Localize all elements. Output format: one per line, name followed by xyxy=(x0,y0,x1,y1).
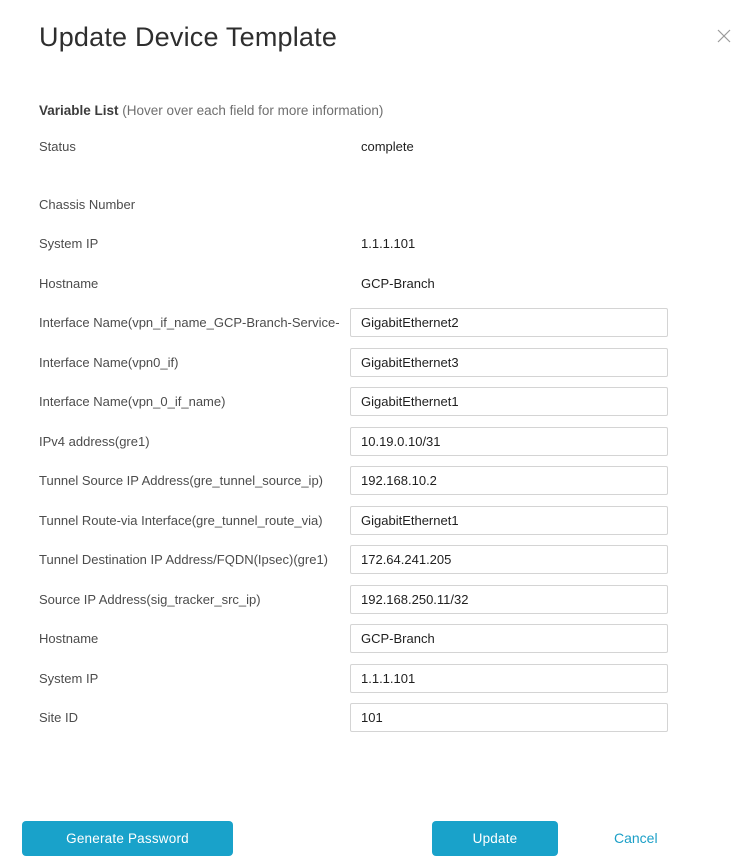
field-input[interactable] xyxy=(350,466,668,495)
field-row xyxy=(39,308,668,337)
field-input[interactable] xyxy=(350,387,668,416)
field-row xyxy=(39,196,668,212)
variable-list-title: Variable List xyxy=(39,103,119,118)
field-input[interactable] xyxy=(350,664,668,693)
close-icon xyxy=(716,28,732,44)
field-label: Tunnel Source IP Address(gre_tunnel_source_ip) xyxy=(39,473,324,488)
variable-list-heading xyxy=(39,103,752,118)
field-label: Hostname xyxy=(39,631,99,646)
field-row xyxy=(39,138,668,154)
field-row xyxy=(39,427,668,456)
field-label: System IP xyxy=(39,670,99,686)
field-label: Status xyxy=(39,138,76,154)
generate-password-button[interactable]: Generate Password xyxy=(22,821,233,856)
page-title: Update Device Template xyxy=(39,22,338,52)
field-input[interactable] xyxy=(350,506,668,535)
field-input[interactable] xyxy=(350,308,668,337)
field-label: Hostname xyxy=(39,275,99,291)
field-row xyxy=(39,664,668,693)
field-label: Interface Name(vpn_0_if_name) xyxy=(39,394,226,409)
field-label: Interface Name(vpn0_if) xyxy=(39,354,179,370)
field-input[interactable] xyxy=(350,427,668,456)
variable-list xyxy=(0,138,752,732)
field-value: 1.1.1.101 xyxy=(361,235,416,251)
field-input[interactable] xyxy=(350,348,668,377)
field-input[interactable] xyxy=(350,624,668,653)
field-input[interactable] xyxy=(350,545,668,574)
dialog-footer xyxy=(0,821,752,856)
field-value: complete xyxy=(361,138,414,154)
update-button[interactable]: Update xyxy=(432,821,558,856)
field-row xyxy=(39,545,668,574)
field-label: Interface Name(vpn_if_name_GCP-Branch-Service- xyxy=(39,315,340,330)
field-row xyxy=(39,348,668,377)
field-value: GCP-Branch xyxy=(361,275,435,291)
field-input[interactable] xyxy=(350,585,668,614)
field-row xyxy=(39,585,668,614)
variable-list-hint: (Hover over each field for more information) xyxy=(118,103,384,118)
field-row xyxy=(39,235,668,251)
close-button[interactable] xyxy=(716,28,732,44)
field-row xyxy=(39,506,668,535)
field-label: Site ID xyxy=(39,710,79,725)
field-label: Chassis Number xyxy=(39,196,136,212)
field-label: Tunnel Destination IP Address/FQDN(Ipsec)(gre1) xyxy=(39,552,329,567)
field-row xyxy=(39,466,668,495)
field-label: System IP xyxy=(39,235,99,251)
field-label: Source IP Address(sig_tracker_src_ip) xyxy=(39,591,261,607)
field-row xyxy=(39,275,668,291)
field-row xyxy=(39,703,668,732)
field-label: Tunnel Route-via Interface(gre_tunnel_route_via) xyxy=(39,512,323,528)
field-row xyxy=(39,624,668,653)
field-row xyxy=(39,387,668,416)
field-label: IPv4 address(gre1) xyxy=(39,433,150,449)
field-input[interactable] xyxy=(350,703,668,732)
cancel-button[interactable]: Cancel xyxy=(614,821,658,856)
